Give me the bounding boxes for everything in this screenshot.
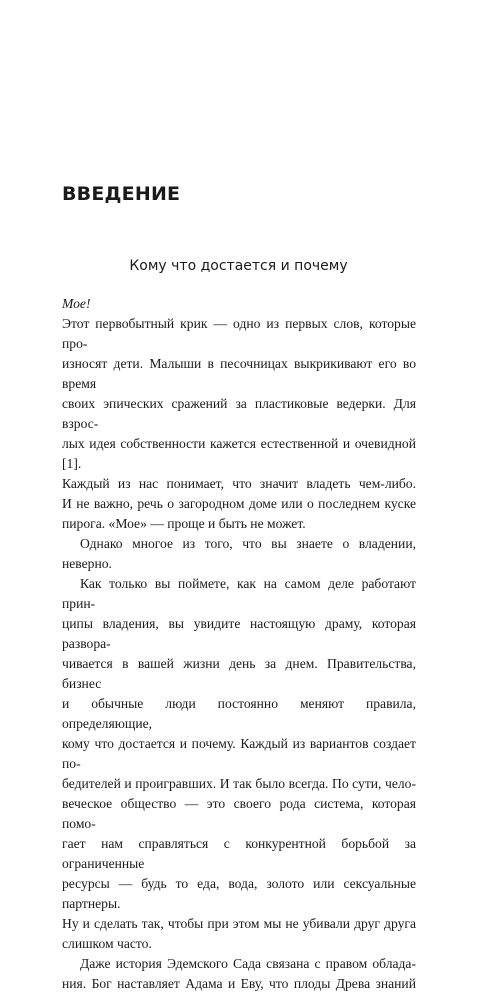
- text-line: веческое общество — это своего рода система, которая помо-: [62, 796, 416, 831]
- text-line: и обычные люди постоянно меняют правила, определяющие,: [62, 696, 416, 731]
- text-line: Как только вы поймете, как на самом деле работают прин-: [62, 576, 416, 611]
- text-line: Однако многое из того, что вы знаете о владении, неверно.: [62, 536, 416, 571]
- body-text: [62, 294, 416, 994]
- text-line: гает нам справляться с конкурентной борьбой за ограниченные: [62, 836, 416, 871]
- text-line: своих эпических сражений за пластиковые ведерки. Для взрос-: [62, 396, 416, 431]
- text-line: слишком часто.: [62, 936, 152, 951]
- text-line: ния. Бог наставляет Адама и Еву, что плоды Древа знаний: [62, 976, 416, 991]
- text-line: износят дети. Малыши в песочницах выкрикивают его во время: [62, 356, 416, 391]
- epigraph: Мое!: [62, 296, 91, 311]
- paragraph: [62, 534, 416, 574]
- text-line: Ну и сделать так, чтобы при этом мы не убивали друг друга: [62, 916, 416, 931]
- text-line: кому что достается и почему. Каждый из вариантов создает по-: [62, 736, 416, 771]
- text-line: И не важно, речь о загородном доме или о последнем куске: [62, 496, 416, 511]
- text-line: лых идея собственности кажется естественной и очевидной [1].: [62, 436, 416, 471]
- text-line: Каждый из нас понимает, что значит владеть чем-либо.: [62, 476, 416, 491]
- text-line: бедителей и проигравших. И так было всегда. По сути, чело-: [62, 776, 416, 791]
- text-line: пирога. «Мое» — проще и быть не может.: [62, 516, 306, 531]
- paragraph: [62, 954, 416, 994]
- text-line: ципы владения, вы увидите настоящую драму, которая развора-: [62, 616, 416, 651]
- text-line: Этот первобытный крик — одно из первых слов, которые про-: [62, 316, 416, 351]
- text-line: Даже история Эдемского Сада связана с правом облада-: [80, 956, 416, 971]
- paragraph: [62, 574, 416, 954]
- section-title: Кому что достается и почему: [129, 258, 348, 274]
- text-line: ресурсы — будь то еда, вода, золото или сексуальные партнеры.: [62, 876, 416, 911]
- chapter-title: ВВЕДЕНИЕ: [62, 183, 181, 205]
- text-line: чивается в вашей жизни день за днем. Правительства, бизнес: [62, 656, 416, 691]
- paragraph: [62, 314, 416, 534]
